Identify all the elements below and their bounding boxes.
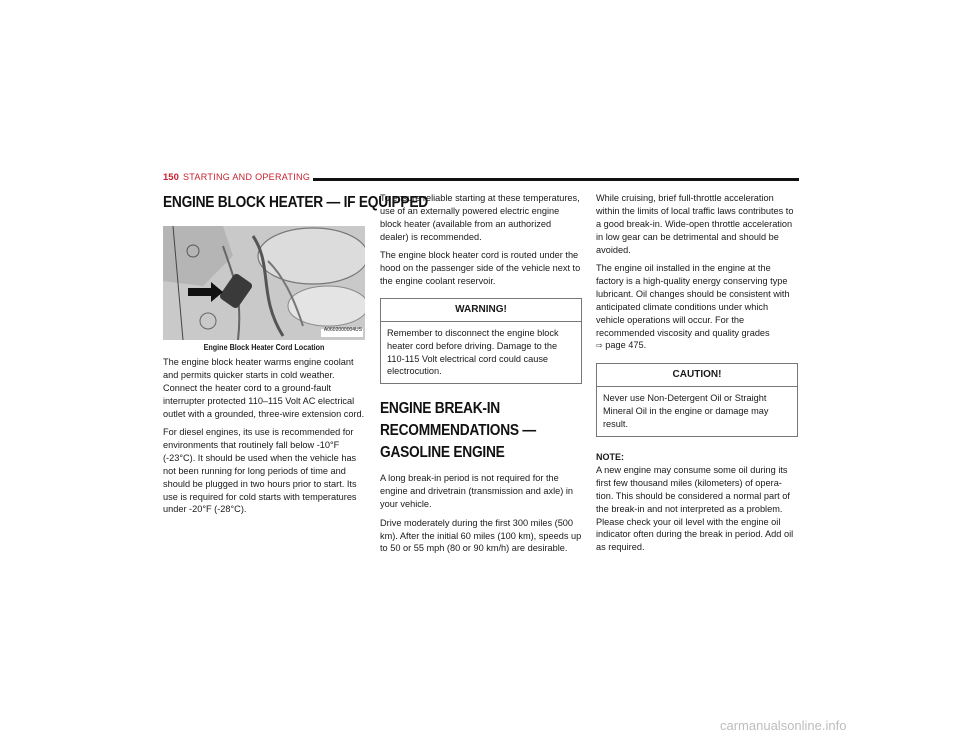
engine-block-heater-heading: ENGINE BLOCK HEATER — IF EQUIPPED [163,194,428,211]
cruising-paragraph: While cruising, brief full-throttle acceleration within the limits of local traffic laws contributes to a good break-in. Wide-open throttle acceleration in low gear can be detrimental and should be avoided. [596,193,794,255]
engine-block-heater-photo [163,226,365,340]
caution-body: Never use Non-Detergent Oil or Straight Mineral Oil in the engine or damage may result. [603,393,769,430]
column-1 [163,192,428,515]
figure-code: A0602000004US [323,327,362,334]
engine-photo-illustration [163,226,365,340]
column-2 [380,192,582,561]
warning-box [380,298,582,385]
watermark: carmanualsonline.info [720,718,847,733]
page-reference-arrow-icon: ⇨ [596,341,603,351]
warning-body: Remember to disconnect the engine block heater cord before driving. Damage to the 110-115 Volt electrical cord could cause electrocution. [387,327,559,377]
caution-title: CAUTION! [597,364,797,387]
section-title: STARTING AND OPERATING [183,172,311,182]
engine-oil-text: The engine oil installed in the engine at the factory is a high-quality energy conserving type lubricant. Oil changes should be consistent with anticipated climate conditions under which vehicle operations will occur. For the recommended viscosity and quality grades [596,263,790,338]
warning-title: WARNING! [381,299,581,322]
engine-oil-paragraph [596,262,798,353]
column-1-body [163,356,365,522]
heater-paragraph-2: For diesel engines, its use is recommended for environments that routinely fall below -10°F (-23°C). It should be used when the vehicle has not been running for long periods of time and should be plugged in two hours prior to start. Its use is required for cold starts with temperatures under -20°F (-28°C). [163,427,357,515]
page-header [163,172,799,186]
note-label: NOTE: [596,452,624,462]
figure-caption: Engine Block Heater Cord Location [203,343,325,352]
starting-paragraph: To ensure reliable starting at these temperatures, use of an externally powered electric engine block heater (available from an authorized dealer) is recommended. [380,193,580,242]
cord-routing-paragraph: The engine block heater cord is routed under the hood on the passenger side of the vehicle next to the engine coolant reservoir. [380,250,581,286]
page-reference-link[interactable]: page 475. [605,340,647,351]
break-in-paragraph-1: A long break-in period is not required for the engine and drivetrain (transmission and axle) in your vehicle. [380,473,574,510]
note-body: A new engine may consume some oil during its first few thousand miles (kilometers) of opera-tion. This should be considered a normal part of the break-in and not interpreted as a problem. Please check your oil level with the engine oil indicator often during the break in period. Add oil as required. [596,464,794,553]
caution-box [596,363,798,437]
break-in-heading: ENGINE BREAK-IN RECOMMENDATIONS — GASOLINE ENGINE [380,400,536,462]
break-in-paragraph-2: Drive moderately during the first 300 miles (500 km). After the initial 60 miles (100 km), speeds up to 50 or 55 mph (80 or 90 km/h) are desirable. [380,517,582,554]
column-3 [596,192,798,560]
heater-paragraph-1: The engine block heater warms engine coolant and permits quicker starts in cold weather. Connect the heater cord to a ground-fault interrupter protected 110–115 Volt AC electrical outlet with a grounded, three-wire extension cord. [163,357,365,419]
header-rule [313,178,799,181]
page-number: 150 [163,172,179,183]
